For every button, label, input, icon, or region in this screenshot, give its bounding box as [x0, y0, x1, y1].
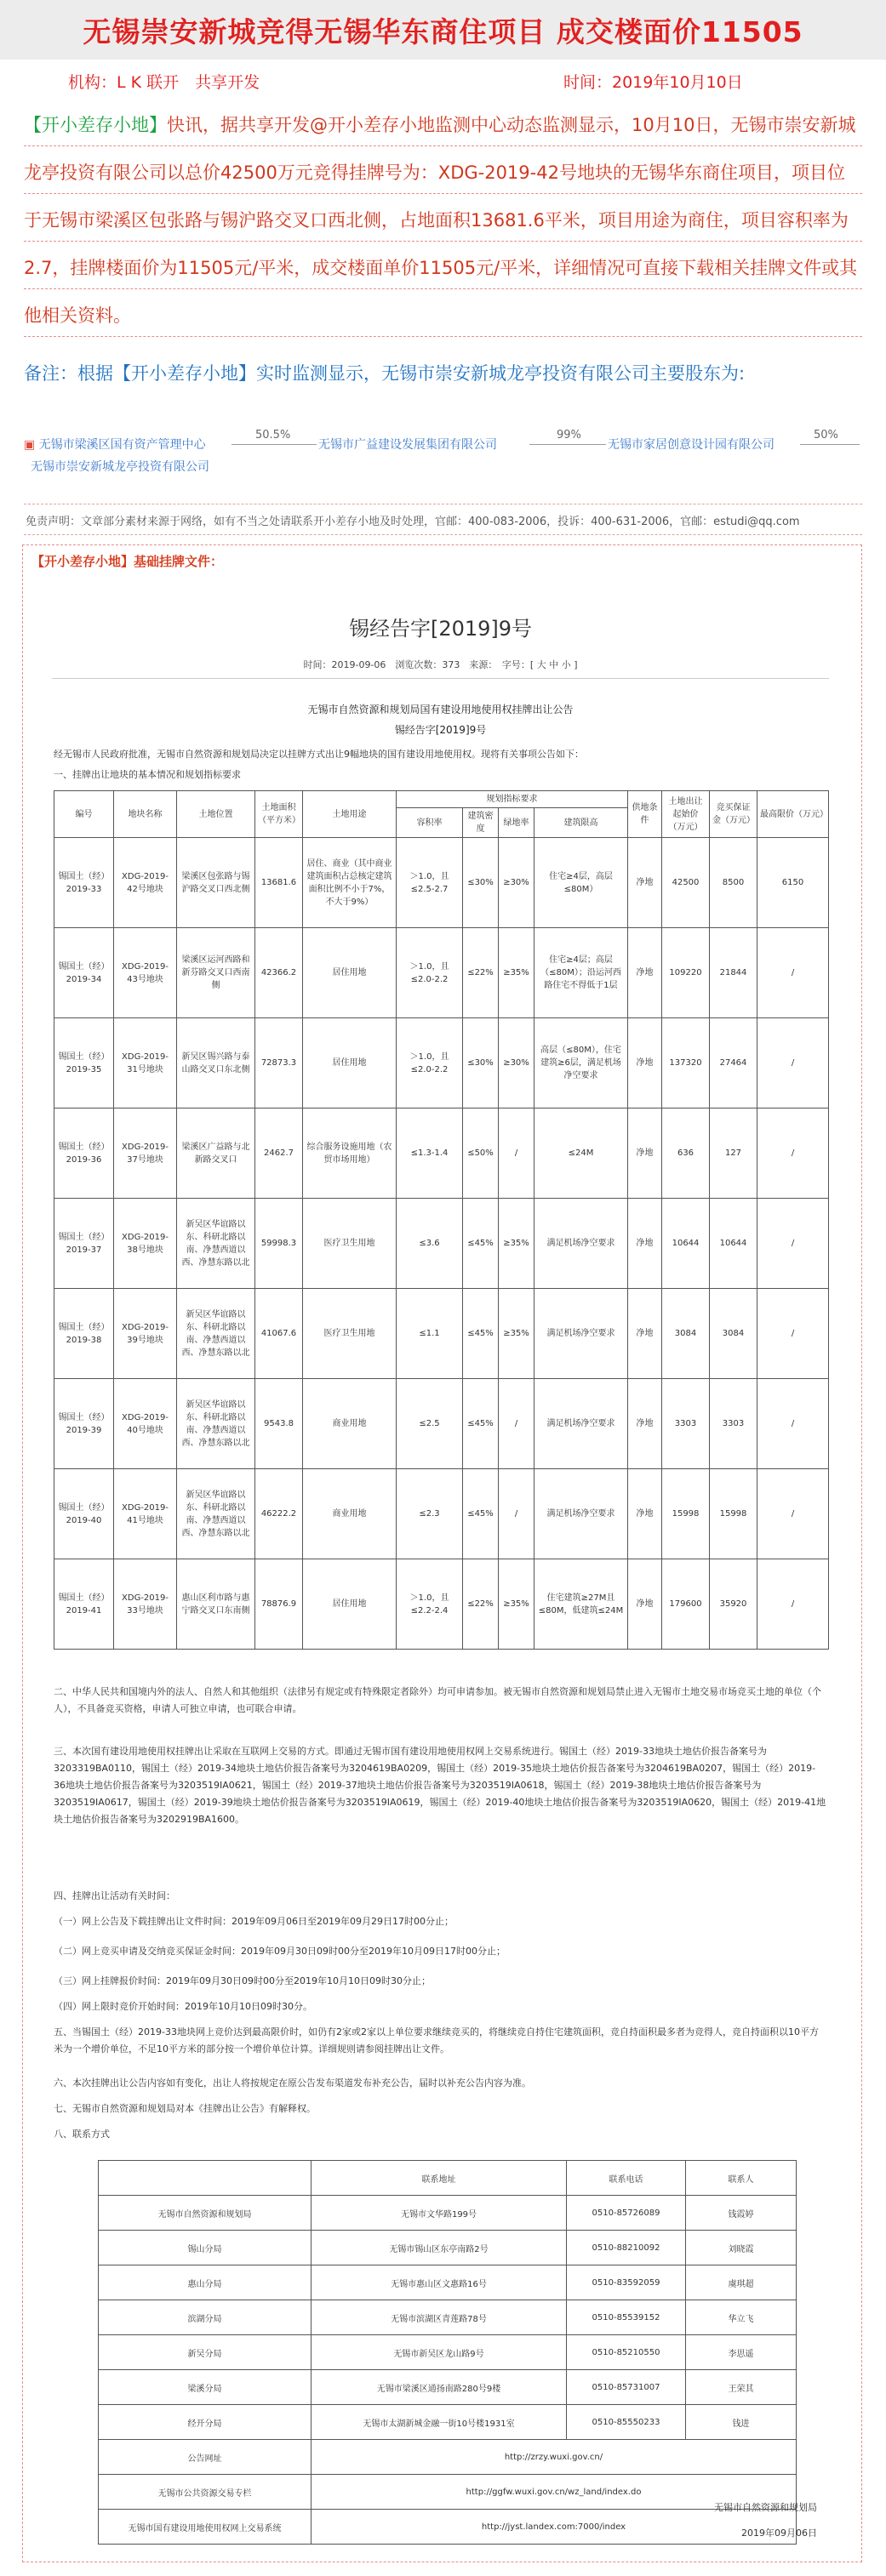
table-cell: 10644 — [662, 1199, 710, 1289]
table-cell: 无锡市太湖新城金融一街10号楼1931室 — [312, 2405, 567, 2440]
table-cell: 医疗卫生用地 — [303, 1199, 397, 1289]
table-cell: 42366.2 — [255, 928, 303, 1018]
table-cell: 636 — [662, 1108, 710, 1199]
table-cell: ≥35% — [499, 1289, 534, 1379]
table-cell: 21844 — [710, 928, 757, 1018]
table-cell: 无锡市国有建设用地使用权网上交易系统 — [99, 2510, 312, 2545]
story-line: 于无锡市梁溪区包张路与锡沪路交叉口西北侧，占地面积13681.6平米，项目用途为商住，项目容积率为 — [24, 194, 862, 242]
table-cell: 住宅建筑≥27M且≤80M，低建筑≤24M — [534, 1559, 628, 1650]
table-cell: 179600 — [662, 1559, 710, 1650]
contact-row — [99, 2300, 797, 2335]
table-cell: / — [757, 1289, 829, 1379]
table-cell: 李思遥 — [686, 2335, 797, 2370]
notice-paragraph: （一）网上公告及下载挂牌出让文件时间：2019年09月06日至2019年09月29日17时00分止； — [54, 1916, 454, 1927]
table-cell: ＞1.0，且≤2.2-2.4 — [397, 1559, 463, 1650]
table-cell: ＞1.0，且≤2.5-2.7 — [397, 838, 463, 928]
table-cell: ≤1.3-1.4 — [397, 1108, 463, 1199]
table-cell: 锡国土（经）2019-38 — [54, 1289, 114, 1379]
table-cell: XDG-2019-41号地块 — [114, 1469, 177, 1559]
table-cell: 59998.3 — [255, 1199, 303, 1289]
doc-label: 【开小差存小地】基础挂牌文件： — [31, 554, 224, 569]
signature-date: 2019年09月06日 — [741, 2528, 817, 2539]
parcel-table — [54, 790, 829, 1650]
table-cell: 无锡市公共资源交易专栏 — [99, 2475, 312, 2510]
headline-banner — [0, 0, 886, 60]
table-cell: 净地 — [628, 1379, 662, 1469]
notice-meta: 时间：2019-09-06 浏览次数：373 来源： 字号：[ 大 中 小 ] — [303, 659, 578, 670]
contact-row — [99, 2265, 797, 2300]
table-cell: 42500 — [662, 838, 710, 928]
table-cell: ≥30% — [499, 838, 534, 928]
story-body — [24, 99, 862, 379]
section-heading: 一、挂牌出让地块的基本情况和规划指标要求 — [54, 769, 241, 780]
table-cell: 滨湖分局 — [99, 2300, 312, 2335]
contact-row — [99, 2440, 797, 2475]
table-cell: ≤24M — [534, 1108, 628, 1199]
table-cell: 锡国土（经）2019-36 — [54, 1108, 114, 1199]
table-cell: 净地 — [628, 928, 662, 1018]
table-cell: 新吴分局 — [99, 2335, 312, 2370]
table-cell: 王荣其 — [686, 2370, 797, 2405]
col-subheader: 建筑密度 — [463, 808, 499, 838]
source-tag[interactable]: 【开小差存小地】 — [24, 115, 167, 135]
table-cell: XDG-2019-31号地块 — [114, 1018, 177, 1108]
table-cell: 满足机场净空要求 — [534, 1379, 628, 1469]
table-cell: 梁溪分局 — [99, 2370, 312, 2405]
table-cell: 净地 — [628, 1469, 662, 1559]
col-header: 土地出让起始价（万元） — [662, 791, 710, 838]
divider — [24, 534, 862, 535]
table-cell: ≤2.5 — [397, 1379, 463, 1469]
table-cell: / — [757, 1199, 829, 1289]
link-cell[interactable]: http://zrzy.wuxi.gov.cn/ — [312, 2440, 797, 2475]
table-cell: 住宅≥4层，高层≤80M） — [534, 838, 628, 928]
table-cell: 10644 — [710, 1199, 757, 1289]
table-cell: ＞1.0，且≤2.0-2.2 — [397, 928, 463, 1018]
table-cell: 锡国土（经）2019-34 — [54, 928, 114, 1018]
col-header: 地块名称 — [114, 791, 177, 838]
col-subheader: 绿地率 — [499, 808, 534, 838]
table-cell: 3084 — [662, 1289, 710, 1379]
notice-paragraph: （三）网上挂牌报价时间：2019年09月30日09时00分至2019年10月10日09时30分止； — [54, 1975, 431, 1986]
contact-row — [99, 2370, 797, 2405]
table-cell: 13681.6 — [255, 838, 303, 928]
table-cell: ≥35% — [499, 1559, 534, 1650]
contact-row — [99, 2196, 797, 2231]
table-cell: 医疗卫生用地 — [303, 1289, 397, 1379]
table-cell: 137320 — [662, 1018, 710, 1108]
table-cell: ≤2.3 — [397, 1469, 463, 1559]
arrow-line — [800, 444, 860, 445]
notice-paragraph: 三、本次国有建设用地使用权挂牌出让采取在互联网上交易的方式。即通过无锡市国有建设用地使用权网上交易系统进行。锡国土（经）2019-33地块土地估价报告备案号为3203319BA0110，锡国土（经）2019-34地块土地估价报告备案号为3204619BA0209，锡国土（经）2019-35地块土地估价报告备案号为3204619BA0207，锡国土（经）2019-36地块土地估价报告备案号为3203519IA0621，锡国土（经）2019-37地块土地估价报告备案号为3203519IA0618，锡国土（经）2019-38地块土地估价报告备案号为3203519IA0617，锡国土（经）2019-39地块土地估价报告备案号为3203519IA0619，锡国土（经）2019-40地块土地估价报告备案号为3203519IA0620，锡国土（经）2019-41地块土地估价报告备案号为3202919BA1600。 — [54, 1746, 826, 1825]
share-pct: 50.5% — [255, 429, 291, 442]
table-cell: 华立飞 — [686, 2300, 797, 2335]
contact-row — [99, 2231, 797, 2265]
table-row — [54, 838, 829, 928]
holder-node-4[interactable]: 无锡市崇安新城龙亭投资有限公司 — [31, 460, 209, 474]
notice-paragraph: （四）网上限时竞价开始时间：2019年10月10日09时30分。 — [54, 2001, 312, 2012]
table-row — [54, 1289, 829, 1379]
shareholder-remark: 备注：根据【开小差存小地】实时监测显示，无锡市崇安新城龙亭投资有限公司主要股东为: — [24, 363, 746, 384]
col-header: 竞买保证金（万元） — [710, 791, 757, 838]
table-cell: 无锡市新吴区龙山路9号 — [312, 2335, 567, 2370]
byline-time: 时间：2019年10月10日 — [563, 73, 743, 92]
table-cell: / — [757, 1559, 829, 1650]
table-cell: 净地 — [628, 1559, 662, 1650]
col-header: 编号 — [54, 791, 114, 838]
table-cell: XDG-2019-38号地块 — [114, 1199, 177, 1289]
table-cell: 居住用地 — [303, 1018, 397, 1108]
col-header: 最高限价（万元） — [757, 791, 829, 838]
table-cell: 净地 — [628, 838, 662, 928]
table-cell: ≤30% — [463, 838, 499, 928]
byline — [0, 63, 886, 92]
table-cell: ≤45% — [463, 1199, 499, 1289]
table-cell: 无锡市自然资源和规划局 — [99, 2196, 312, 2231]
notice-paragraph: 四、挂牌出让活动有关时间： — [54, 1890, 175, 1901]
table-cell: 刘晓霞 — [686, 2231, 797, 2265]
table-cell: 无锡市锡山区东亭南路2号 — [312, 2231, 567, 2265]
table-cell: 公告网址 — [99, 2440, 312, 2475]
story-line: 龙亭投资有限公司以总价42500万元竞得挂牌号为：XDG-2019-42号地块的无锡华东商住项目，项目位 — [24, 146, 862, 194]
signature-org: 无锡市自然资源和规划局 — [714, 2502, 817, 2513]
table-cell: XDG-2019-42号地块 — [114, 838, 177, 928]
table-cell: 净地 — [628, 1289, 662, 1379]
table-cell: XDG-2019-43号地块 — [114, 928, 177, 1018]
table-cell: 无锡市滨湖区青莲路78号 — [312, 2300, 567, 2335]
table-cell: 锡国土（经）2019-33 — [54, 838, 114, 928]
table-cell: 净地 — [628, 1108, 662, 1199]
table-cell: 新吴区华谊路以东、科研北路以南、净慧西道以西、净慧东路以北 — [177, 1199, 255, 1289]
table-cell: ≥35% — [499, 928, 534, 1018]
table-cell: / — [757, 1379, 829, 1469]
table-cell: ＞1.0，且≤2.0-2.2 — [397, 1018, 463, 1108]
notice-paragraph: 八、联系方式 — [54, 2129, 110, 2140]
table-cell: 商业用地 — [303, 1379, 397, 1469]
table-cell: 满足机场净空要求 — [534, 1289, 628, 1379]
contact-row — [99, 2335, 797, 2370]
table-cell: ≤1.1 — [397, 1289, 463, 1379]
table-cell: 46222.2 — [255, 1469, 303, 1559]
table-cell: / — [499, 1469, 534, 1559]
table-cell: 127 — [710, 1108, 757, 1199]
table-cell: ≤30% — [463, 1018, 499, 1108]
arrow-line — [529, 444, 606, 445]
table-row — [54, 1018, 829, 1108]
byline-org: 机构：L K 联开 共享开发 — [68, 73, 260, 92]
story-line: 【开小差存小地】快讯，据共享开发@开小差存小地监测中心动态监测显示，10月10日，无锡市崇安新城 — [24, 99, 862, 146]
table-cell: 78876.9 — [255, 1559, 303, 1650]
table-cell: 惠山分局 — [99, 2265, 312, 2300]
table-cell: 梁溪区包张路与锡沪路交叉口西北侧 — [177, 838, 255, 928]
holder-node-1[interactable]: ▣ 无锡市梁溪区国有资产管理中心 — [24, 438, 206, 452]
table-cell: 经开分局 — [99, 2405, 312, 2440]
notice-page — [38, 578, 843, 2551]
table-cell: ≤50% — [463, 1108, 499, 1199]
table-cell: 41067.6 — [255, 1289, 303, 1379]
holder-node-2[interactable]: 无锡市广益建设发展集团有限公司 — [318, 438, 497, 452]
table-cell: 居住用地 — [303, 1559, 397, 1650]
table-cell: / — [499, 1108, 534, 1199]
table-cell: 综合服务设施用地（农贸市场用地） — [303, 1108, 397, 1199]
col-subheader: 建筑限高 — [534, 808, 628, 838]
col-header: 供地条件 — [628, 791, 662, 838]
table-cell: 15998 — [710, 1469, 757, 1559]
table-cell: 新吴区华谊路以东、科研北路以南、净慧西道以西、净慧东路以北 — [177, 1379, 255, 1469]
contact-row — [99, 2510, 797, 2545]
table-cell: 0510-85550233 — [567, 2405, 686, 2440]
table-cell: 梁溪区广益路与北新路交叉口 — [177, 1108, 255, 1199]
table-cell: 新吴区锡兴路与泰山路交叉口东北侧 — [177, 1018, 255, 1108]
col-header: 土地位置 — [177, 791, 255, 838]
notice-subtitle: 无锡市自然资源和规划局国有建设用地使用权挂牌出让公告 — [307, 704, 574, 715]
table-cell: / — [757, 1469, 829, 1559]
divider — [52, 678, 829, 679]
table-cell: 惠山区利市路与惠宁路交叉口东南侧 — [177, 1559, 255, 1650]
story-line: 他相关资料。 — [24, 289, 862, 337]
table-cell: 新吴区华谊路以东、科研北路以南、净慧西道以西、净慧东路以北 — [177, 1469, 255, 1559]
contact-table — [98, 2160, 797, 2545]
table-cell: 新吴区华谊路以东、科研北路以南、净慧西道以西、净慧东路以北 — [177, 1289, 255, 1379]
table-cell: 6150 — [757, 838, 829, 928]
table-cell: 0510-85731007 — [567, 2370, 686, 2405]
table-cell: ≤3.6 — [397, 1199, 463, 1289]
table-cell: 72873.3 — [255, 1018, 303, 1108]
table-row — [54, 1559, 829, 1650]
contact-row — [99, 2475, 797, 2510]
share-pct: 50% — [814, 429, 838, 442]
table-cell: 0510-85539152 — [567, 2300, 686, 2335]
table-cell: 0510-83592059 — [567, 2265, 686, 2300]
table-header-row: 联系地址 联系电话 联系人 — [99, 2161, 797, 2196]
notice-paragraph: 五、当锡国土（经）2019-33地块网上竞价达到最高限价时，如仍有2家或2家以上单位要求继续竞买的，将继续竞自持住宅建筑面积，竞自持面积最多者为竞得人，竞自持面积以10平方米为一个增价单位，不足10平方米的部分按一个增价单位计算。详细规则请参阅挂牌出让文件。 — [54, 2026, 819, 2055]
table-cell: 9543.8 — [255, 1379, 303, 1469]
col-header: 土地用途 — [303, 791, 397, 838]
table-cell: ≥30% — [499, 1018, 534, 1108]
table-cell: 3303 — [710, 1379, 757, 1469]
notice-paragraph: 六、本次挂牌出让公告内容如有变化，出让人将按规定在原公告发布渠道发布补充公告，届时以补充公告内容为准。 — [54, 2077, 531, 2089]
shareholder-chain — [24, 417, 862, 502]
table-cell: 无锡市梁溪区通扬南路280号9楼 — [312, 2370, 567, 2405]
table-cell: 3303 — [662, 1379, 710, 1469]
table-cell: 钱进 — [686, 2405, 797, 2440]
table-cell: 35920 — [710, 1559, 757, 1650]
table-cell: 锡国土（经）2019-35 — [54, 1018, 114, 1108]
table-cell: XDG-2019-33号地块 — [114, 1559, 177, 1650]
table-cell: 钱霞婷 — [686, 2196, 797, 2231]
notice-title: 锡经告字[2019]9号 — [348, 617, 533, 641]
table-row — [54, 1108, 829, 1199]
table-cell: 15998 — [662, 1469, 710, 1559]
story-line: 2.7，挂牌楼面价为11505元/平米，成交楼面单价11505元/平米，详细情况可直接下载相关挂牌文件或其 — [24, 242, 862, 289]
contact-row — [99, 2405, 797, 2440]
table-row — [54, 1379, 829, 1469]
notice-number: 锡经告字[2019]9号 — [394, 724, 487, 736]
table-cell: ≤22% — [463, 928, 499, 1018]
headline: 无锡崇安新城竞得无锡华东商住项目 成交楼面价11505 — [83, 15, 803, 48]
holder-node-3[interactable]: 无锡市家居创意设计园有限公司 — [608, 438, 775, 452]
col-header: 规划指标要求 — [397, 791, 628, 808]
document-box — [22, 544, 862, 2562]
link-cell[interactable]: http://ggfw.wuxi.gov.cn/wz_land/index.do — [312, 2475, 797, 2510]
table-header-row — [54, 791, 829, 808]
table-cell: 0510-85210550 — [567, 2335, 686, 2370]
table-cell: 净地 — [628, 1018, 662, 1108]
disclaimer: 免责声明：文章部分素材来源于网络，如有不当之处请联系开小差存小地及时处理，官邮：400-083-2006，投诉：400-631-2006，官邮：estudi@qq.com — [26, 516, 800, 528]
table-cell: 0510-85726089 — [567, 2196, 686, 2231]
table-cell: 无锡市惠山区文惠路16号 — [312, 2265, 567, 2300]
table-cell: XDG-2019-39号地块 — [114, 1289, 177, 1379]
table-cell: 3084 — [710, 1289, 757, 1379]
share-pct: 99% — [557, 429, 581, 442]
table-row — [54, 1199, 829, 1289]
notice-intro: 经无锡市人民政府批准，无锡市自然资源和规划局决定以挂牌方式出让9幅地块的国有建设用地使用权。现将有关事项公告如下： — [54, 749, 584, 760]
table-cell: 净地 — [628, 1199, 662, 1289]
table-cell: 2462.7 — [255, 1108, 303, 1199]
table-cell: 满足机场净空要求 — [534, 1469, 628, 1559]
notice-paragraph: 七、无锡市自然资源和规划局对本《挂牌出让公告》有解释权。 — [54, 2103, 316, 2114]
table-cell: / — [757, 1018, 829, 1108]
table-cell: / — [757, 1108, 829, 1199]
link-cell[interactable]: http://jyst.landex.com:7000/index — [312, 2510, 797, 2545]
table-cell: 0510-88210092 — [567, 2231, 686, 2265]
table-cell: ≤22% — [463, 1559, 499, 1650]
table-cell: ≤45% — [463, 1289, 499, 1379]
table-cell: 梁溪区运河西路和新芬路交叉口西南侧 — [177, 928, 255, 1018]
table-cell: XDG-2019-37号地块 — [114, 1108, 177, 1199]
table-cell: ≤45% — [463, 1469, 499, 1559]
table-cell: 商业用地 — [303, 1469, 397, 1559]
table-cell: 虞琪超 — [686, 2265, 797, 2300]
table-cell: 居住、商业（其中商业建筑面积占总核定建筑面积比例不小于7%，不大于9%） — [303, 838, 397, 928]
table-cell: 无锡市文华路199号 — [312, 2196, 567, 2231]
table-cell: 锡国土（经）2019-39 — [54, 1379, 114, 1469]
table-cell: ≤45% — [463, 1379, 499, 1469]
table-row — [54, 928, 829, 1018]
table-cell: 27464 — [710, 1018, 757, 1108]
table-cell: 109220 — [662, 928, 710, 1018]
table-cell: ≥35% — [499, 1199, 534, 1289]
table-row — [54, 1469, 829, 1559]
notice-paragraph: （二）网上竞买申请及交纳竞买保证金时间：2019年09月30日09时00分至2019年10月09日17时00分止； — [54, 1946, 506, 1957]
table-cell: / — [757, 928, 829, 1018]
table-cell: XDG-2019-40号地块 — [114, 1379, 177, 1469]
contact-body — [99, 2196, 797, 2545]
table-cell: 锡国土（经）2019-41 — [54, 1559, 114, 1650]
red-square-icon: ▣ — [24, 438, 39, 452]
col-header: 土地面积（平方米） — [255, 791, 303, 838]
table-cell: / — [499, 1379, 534, 1469]
col-subheader: 容积率 — [397, 808, 463, 838]
notice-paragraph: 二、中华人民共和国境内外的法人、自然人和其他组织（法律另有规定或有特殊限定者除外）均可申请参加。被无锡市自然资源和规划局禁止进入无锡市土地交易市场竞买土地的单位（个人），不具备竞买资格，申请人可独立申请，也可联合申请。 — [54, 1686, 821, 1714]
table-cell: 锡国土（经）2019-37 — [54, 1199, 114, 1289]
table-body — [54, 838, 829, 1650]
table-cell: 住宅≥4层；高层（≤80M）；沿运河西路住宅不得低于1层 — [534, 928, 628, 1018]
table-cell: 高层（≤80M），住宅建筑≥6层，满足机场净空要求 — [534, 1018, 628, 1108]
table-cell: 锡山分局 — [99, 2231, 312, 2265]
table-cell: 满足机场净空要求 — [534, 1199, 628, 1289]
table-cell: 居住用地 — [303, 928, 397, 1018]
table-cell: 8500 — [710, 838, 757, 928]
arrow-line — [232, 444, 317, 445]
table-cell: 锡国土（经）2019-40 — [54, 1469, 114, 1559]
